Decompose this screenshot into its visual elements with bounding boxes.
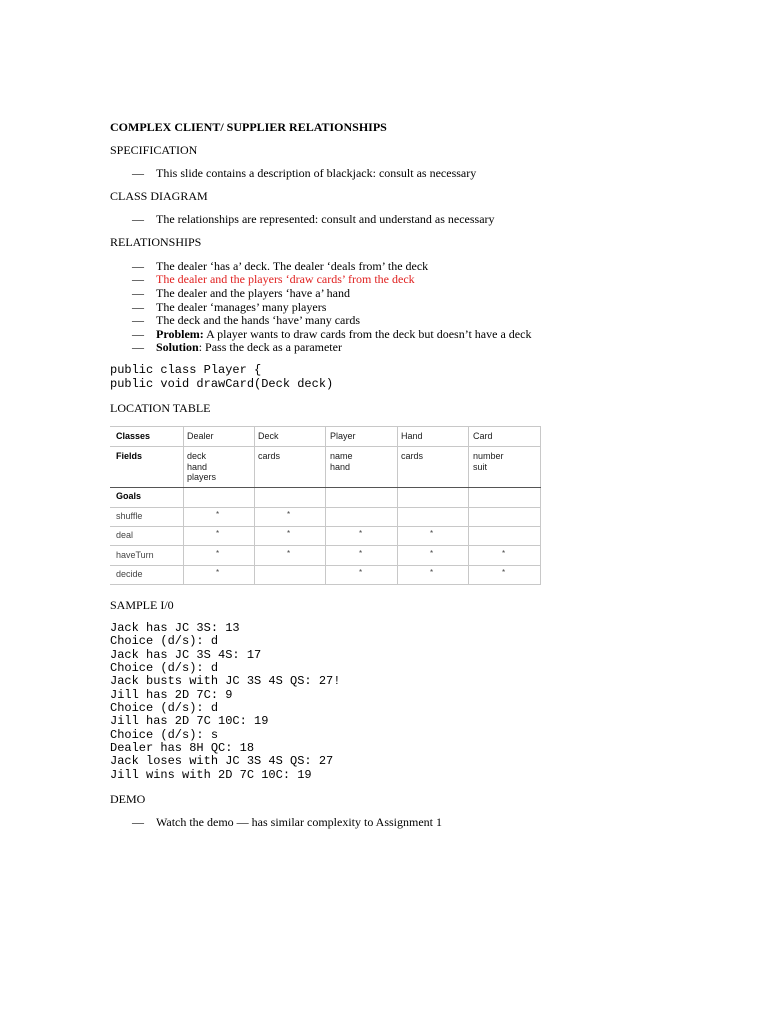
bullet-dash: — <box>132 313 144 327</box>
table-column-divider <box>183 426 184 585</box>
table-header-hand: Hand <box>401 431 423 441</box>
demo-bullet: Watch the demo — has similar complexity to Assignment 1 <box>156 815 442 829</box>
table-column-divider <box>254 426 255 585</box>
table-fields-label: Fields <box>116 451 143 461</box>
goal-name: decide <box>116 569 143 579</box>
table-header-card: Card <box>473 431 493 441</box>
bullet-dash: — <box>132 340 144 354</box>
relationship-bullet-solution <box>156 340 342 354</box>
table-fields-dealer: deck hand players <box>187 451 217 482</box>
goal-mark: * <box>430 568 434 577</box>
table-row-divider <box>110 487 541 488</box>
goal-mark: * <box>502 549 506 558</box>
relationship-bullet: The dealer and the players ‘have a’ hand <box>156 286 351 300</box>
table-row-divider <box>110 565 541 566</box>
bullet-dash: — <box>132 327 144 341</box>
code-line: public class Player { <box>110 363 262 377</box>
table-header-player: Player <box>330 431 356 441</box>
problem-text: A player wants to draw cards from the deck but doesn’t have a deck <box>203 327 532 341</box>
sample-io-line: Jack busts with JC 3S 4S QS: 27! <box>110 674 341 688</box>
goal-mark: * <box>287 510 291 519</box>
sample-io-line: Jack has JC 3S: 13 <box>110 621 240 635</box>
goal-mark: * <box>216 529 220 538</box>
goal-mark: * <box>359 529 363 538</box>
table-column-divider <box>540 426 541 585</box>
sample-io-line: Dealer has 8H QC: 18 <box>110 741 255 755</box>
relationship-bullet: The dealer ‘has a’ deck. The dealer ‘deals from’ the deck <box>156 259 429 273</box>
table-goals-label: Goals <box>116 491 142 501</box>
table-column-divider <box>325 426 326 585</box>
goal-mark: * <box>287 529 291 538</box>
sample-io-line: Jack has JC 3S 4S: 17 <box>110 648 262 662</box>
sample-io-line: Jill has 2D 7C 10C: 19 <box>110 714 269 728</box>
document-title: COMPLEX CLIENT/ SUPPLIER RELATIONSHIPS <box>110 120 387 134</box>
bullet-dash: — <box>132 166 144 180</box>
bullet-dash: — <box>132 212 144 226</box>
bullet-dash: — <box>132 272 144 286</box>
heading-specification: SPECIFICATION <box>110 143 198 157</box>
location-table <box>110 426 541 585</box>
table-column-divider <box>468 426 469 585</box>
bullet-dash: — <box>132 286 144 300</box>
sample-io-line: Jill has 2D 7C: 9 <box>110 688 233 702</box>
sample-io-line: Choice (d/s): s <box>110 728 219 742</box>
table-row-divider <box>110 545 541 546</box>
heading-location-table: LOCATION TABLE <box>110 401 211 415</box>
goal-mark: * <box>216 510 220 519</box>
table-fields-card: number suit <box>473 451 504 472</box>
goal-mark: * <box>502 568 506 577</box>
solution-label: Solution <box>156 340 199 354</box>
goal-mark: * <box>430 529 434 538</box>
sample-io-line: Jill wins with 2D 7C 10C: 19 <box>110 768 312 782</box>
code-line: public void drawCard(Deck deck) <box>110 377 334 391</box>
class-diagram-bullet: The relationships are represented: consult and understand as necessary <box>156 212 495 226</box>
goal-name: shuffle <box>116 511 143 521</box>
table-column-divider <box>397 426 398 585</box>
goal-mark: * <box>359 549 363 558</box>
table-header-deck: Deck <box>258 431 279 441</box>
table-row-divider <box>110 526 541 527</box>
relationship-bullet-highlighted: The dealer and the players ‘draw cards’ from the deck <box>156 272 415 286</box>
goal-mark: * <box>430 549 434 558</box>
goal-name: deal <box>116 530 134 540</box>
sample-io-line: Jack loses with JC 3S 4S QS: 27 <box>110 754 334 768</box>
goal-mark: * <box>216 568 220 577</box>
specification-bullet: This slide contains a description of blackjack: consult as necessary <box>156 166 477 180</box>
problem-label: Problem: <box>156 327 204 341</box>
relationship-bullet-problem <box>156 327 531 341</box>
bullet-dash: — <box>132 259 144 273</box>
goal-name: haveTurn <box>116 550 154 560</box>
heading-class-diagram: CLASS DIAGRAM <box>110 189 208 203</box>
bullet-dash: — <box>132 300 144 314</box>
relationship-bullet: The deck and the hands ‘have’ many cards <box>156 313 361 327</box>
sample-io-line: Choice (d/s): d <box>110 701 219 715</box>
heading-relationships: RELATIONSHIPS <box>110 235 202 249</box>
heading-demo: DEMO <box>110 792 146 806</box>
table-header-dealer: Dealer <box>187 431 214 441</box>
heading-sample-io: SAMPLE I/0 <box>110 598 174 612</box>
table-row-divider <box>110 446 541 447</box>
sample-io-line: Choice (d/s): d <box>110 634 219 648</box>
table-fields-deck: cards <box>258 451 281 461</box>
table-fields-hand: cards <box>401 451 424 461</box>
goal-mark: * <box>359 568 363 577</box>
table-row-divider <box>110 507 541 508</box>
solution-text: : Pass the deck as a parameter <box>198 340 342 354</box>
relationship-bullet: The dealer ‘manages’ many players <box>156 300 327 314</box>
bullet-dash: — <box>132 815 144 829</box>
goal-mark: * <box>216 549 220 558</box>
goal-mark: * <box>287 549 291 558</box>
table-header-classes: Classes <box>116 431 151 441</box>
sample-io-line: Choice (d/s): d <box>110 661 219 675</box>
table-row-divider <box>110 584 541 585</box>
table-fields-player: name hand <box>330 451 353 472</box>
table-row-divider <box>110 426 541 427</box>
